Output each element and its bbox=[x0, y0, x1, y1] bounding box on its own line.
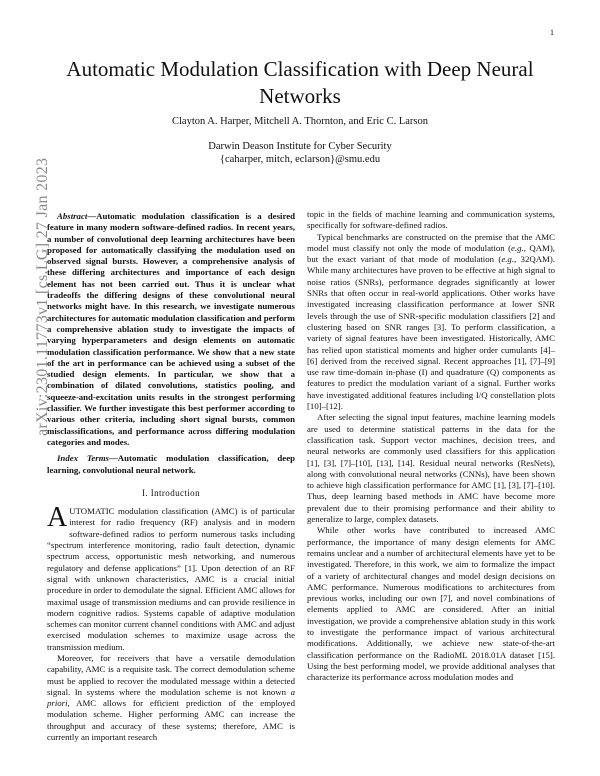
paper-title: Automatic Modulation Classification with Deep Neural Networks bbox=[66, 57, 534, 108]
intro-paragraph-2-emphasis: a priori bbox=[47, 686, 295, 709]
intro-paragraph-2-part-b: , AMC allows for efficient prediction of the employed modulation scheme. Higher performing AMC can increase the throughput and accuracy of these systems; therefore, AMC is currently an important research bbox=[47, 698, 295, 743]
right-paragraph-2-part-c: , 32QAM). While many architectures have proven to be effective at high signal to noise ratios (SNRs), performance degrades significantly at lower SNRs that often occur in real-world applications. Other works have investigated increasing classification performance at lower SNR levels through the use of SNR-specific modulation classifiers [2] and clustering based on SNR ranges [3]. To perform classification, a variety of signal features have been investigated. Historically, AMC has relied upon statistical moments and higher order cumulants [4]–[6] derived from the received signal. Recent approaches [1], [7]–[9] use raw time-domain in-phase (I) and quadrature (Q) components as features to predict the modulation variant of a signal. Further works have investigated additional features including I/Q constellation plots [10]–[12]. bbox=[307, 254, 555, 412]
index-terms-label: Index Terms bbox=[57, 453, 109, 464]
drop-cap: A bbox=[47, 502, 68, 534]
intro-paragraph-1 bbox=[47, 502, 295, 653]
abstract-label: Abstract bbox=[57, 211, 88, 221]
right-paragraph-2-eg-2: e.g. bbox=[501, 254, 515, 265]
left-column bbox=[47, 211, 295, 743]
right-column bbox=[307, 209, 555, 683]
arxiv-identifier: arXiv:2301.11773v1 [cs.LG] 27 Jan 2023 bbox=[34, 157, 51, 436]
abstract bbox=[47, 211, 295, 448]
right-paragraph-2-part-a: Typical benchmarks are constructed on the premise that the AMC model must classify not only the mode of modulation ( bbox=[307, 231, 555, 253]
abstract-text: —Automatic modulation classification is a desired feature in many modern software-defined radios. In recent years, a number of convolutional deep learning architectures have been proposed for automatically classifying the modulation used on observed signal bursts. However, a comprehensive analysis of these differing architectures and importance of each design element has not been carried out. Thus it is unclear what tradeoffs the differing designs of these convolutional neural networks might have. In this research, we investigate numerous architectures for automatic modulation classification and perform a comprehensive ablation study to investigate the impacts of varying hyperparameters and design elements on automatic modulation classification performance. We show that a new state of the art in performance can be achieved using a subset of the studied design elements. In particular, we show that a combination of dilated convolutions, statistics pooling, and squeeze-and-excitation units results in the strongest performing classifier. We further investigate this best performer according to various other criteria, including short signal bursts, common misclassifications, and performance across differing modulation categories and modes. bbox=[47, 211, 295, 447]
right-paragraph-3: After selecting the signal input features, machine learning models are used to determine statistical patterns in the data for the classification task. Support vector machines, decision trees, and neural networks are commonly used classifiers for this application [1], [3], [7]–[10], [13], [14]. Residual neural networks (ResNets), along with convolutional neural networks (CNNs), have been shown to achieve high classification performance for AMC [1], [3], [7]–[10]. Thus, deep learning based methods in AMC have become more prevalent due to their promising performance and their ability to generalize to large, complex datasets. bbox=[307, 412, 555, 525]
right-paragraph-4: While other works have contributed to increased AMC performance, the importance of many design elements for AMC remains unclear and a number of architectural elements have yet to be investigated. Therefore, in this work, we aim to formalize the impact of a variety of architectural changes and model design decisions on AMC performance. Numerous modifications to architectures from previous works, including our own [7], and novel combinations of elements applied to AMC are considered. After an initial investigation, we provide a comprehensive ablation study in this work to investigate the performance impact of various architectural modifications. Additionally, we achieve new state-of-the-art classification performance on the RadioML 2018.01A dataset [15]. Using the best performing model, we provide additional analyses that characterize its performance across modulation modes and bbox=[307, 525, 555, 683]
page-number: 1 bbox=[550, 28, 554, 37]
section-heading-introduction: I. Introduction bbox=[142, 487, 200, 498]
intro-paragraph-2-part-a: Moreover, for receivers that have a versatile demodulation capability, AMC is a requisite task. The correct demodulation scheme must be applied to recover the modulated message within a detected signal. In systems where the modulation scheme is not known bbox=[47, 652, 295, 697]
index-terms bbox=[47, 453, 295, 476]
affiliation bbox=[60, 140, 540, 166]
right-paragraph-1: topic in the fields of machine learning and communication systems, specifically for software-defined radios. bbox=[307, 209, 555, 231]
affiliation-emails: {caharper, mitch, eclarson}@smu.edu bbox=[219, 154, 381, 165]
index-terms-text: —Automatic modulation classification, deep learning, convolutional neural network. bbox=[47, 453, 295, 475]
author-list: Clayton A. Harper, Mitchell A. Thornton, and Eric C. Larson bbox=[171, 116, 428, 127]
right-paragraph-2-part-b: , QAM), but the exact variant of that mode of modulation ( bbox=[307, 242, 556, 265]
intro-paragraph-1-text: modulation classification (AMC) is of particular interest for radio frequency (RF) analysis and in modern software-defined radios to perform numerous tasks including “spectrum interference monitoring, radio fault detection, dynamic spectrum access, opportunistic mesh networking, and numerous regulatory and defense applications” [1]. Upon detection of an RF signal with unknown characteristics, AMC is a crucial initial procedure in order to demodulate the signal. Efficient AMC allows for maximal usage of transmission mediums and can provide resilience in modern cognitive radios. Systems capable of adaptive modulation schemes can monitor current channel conditions with AMC and adjust exercised modulation schemes to maximize usage across the transmission medium. bbox=[47, 506, 295, 652]
intro-first-word: UTOMATIC bbox=[69, 506, 115, 517]
intro-paragraph-2 bbox=[47, 653, 295, 743]
right-paragraph-2 bbox=[307, 232, 555, 413]
affiliation-institute: Darwin Deason Institute for Cyber Security bbox=[208, 141, 392, 152]
right-paragraph-2-eg-1: e.g. bbox=[511, 242, 524, 253]
